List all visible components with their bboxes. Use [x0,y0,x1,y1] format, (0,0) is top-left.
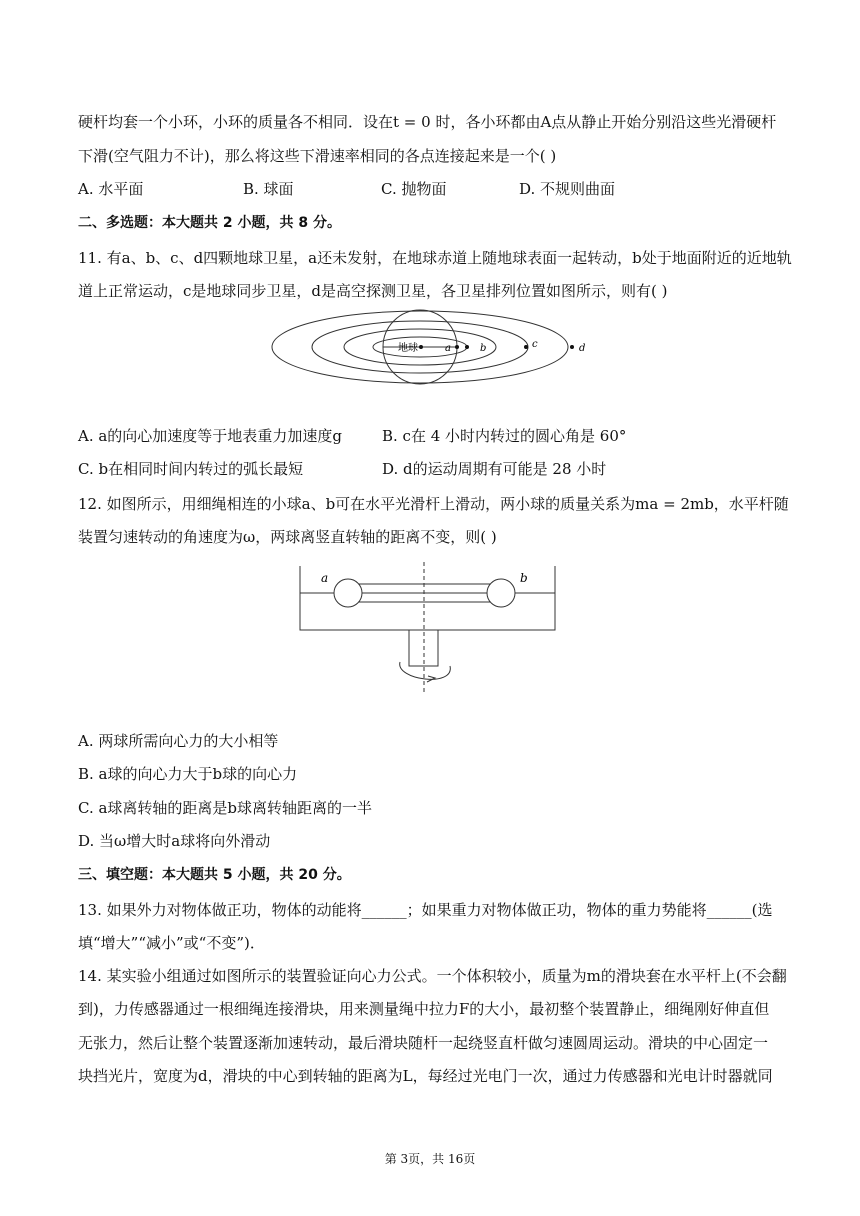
q12-text-line2: 装置匀速转动的角速度为ω，两球离竖直转轴的距离不变，则( ) [78,528,497,546]
q11-label-c: c [532,339,538,350]
q11-label-d: d [579,343,586,354]
q11-label-b: b [480,343,487,354]
q11-label-a: a [445,343,451,354]
q10-option-b: B. 球面 [243,180,294,198]
q12-option-b: B. a球的向心力大于b球的向心力 [78,765,298,783]
q14-text-line4: 块挡光片，宽度为d，滑块的中心到转轴的距离为L，每经过光电门一次，通过力传感器和光电计时器就同 [78,1067,773,1085]
q11-option-a: A. a的向心加速度等于地表重力加速度g [78,427,342,445]
q10-option-c: C. 抛物面 [381,180,447,198]
q14-text-line3: 无张力，然后让整个装置逐渐加速转动，最后滑块随杆一起绕竖直杆做匀速圆周运动。滑块的中心固定一 [78,1034,769,1052]
q14-text-line1: 14. 某实验小组通过如图所示的装置验证向心力公式。一个体积较小，质量为m的滑块套在水平杆上(不会翻 [78,967,787,985]
q11-option-b: B. c在 4 小时内转过的圆心角是 60° [382,427,627,445]
section-title-multiple-choice: 二、多选题：本大题共 2 小题，共 8 分。 [78,215,341,231]
q13-text-line1: 13. 如果外力对物体做正功，物体的动能将______；如果重力对物体做正功，物体的重力势能将______(选 [78,901,773,919]
q10-option-a: A. 水平面 [78,180,144,198]
q12-label-b: b [520,571,528,585]
q10-option-d: D. 不规则曲面 [519,180,616,198]
q12-text-line1: 12. 如图所示，用细绳相连的小球a、b可在水平光滑杆上滑动，两小球的质量关系为ma = 2mb，水平杆随 [78,495,789,513]
section-title-fill-in: 三、填空题：本大题共 5 小题，共 20 分。 [78,867,351,883]
q12-option-c: C. a球离转轴的距离是b球离转轴距离的一半 [78,799,373,817]
q13-text-line2: 填“增大”“减小”或“不变”)． [78,934,265,952]
q11-option-c: C. b在相同时间内转过的弧长最短 [78,460,304,478]
q11-text-line2: 道上正常运动，c是地球同步卫星，d是高空探测卫星，各卫星排列位置如图所示，则有( ) [78,282,668,300]
q11-satellite-orbit-figure [270,305,600,389]
q12-option-d: D. 当ω增大时a球将向外滑动 [78,832,271,850]
q10-text-line2: 下滑(空气阻力不计)，那么将这些下滑速率相同的各点连接起来是一个( ) [78,147,557,165]
q11-text-line1: 11. 有a、b、c、d四颗地球卫星，a还未发射，在地球赤道上随地球表面一起转动，b处于地面附近的近地轨 [78,249,792,267]
q14-text-line2: 到)，力传感器通过一根细绳连接滑块，用来测量绳中拉力F的大小，最初整个装置静止，细绳刚好伸直但 [78,1000,770,1018]
q12-option-a: A. 两球所需向心力的大小相等 [78,732,279,750]
q12-rotating-rod-figure [295,562,560,694]
q11-option-d: D. d的运动周期有可能是 28 小时 [382,460,607,478]
page-footer: 第 3页，共 16页 [384,1152,476,1166]
q12-label-a: a [321,571,329,585]
q11-earth-label: 地球 [398,343,418,354]
q10-text-line1: 硬杆均套一个小环，小环的质量各不相同．设在t = 0 时，各小环都由A点从静止开始分别沿这些光滑硬杆 [78,113,777,131]
